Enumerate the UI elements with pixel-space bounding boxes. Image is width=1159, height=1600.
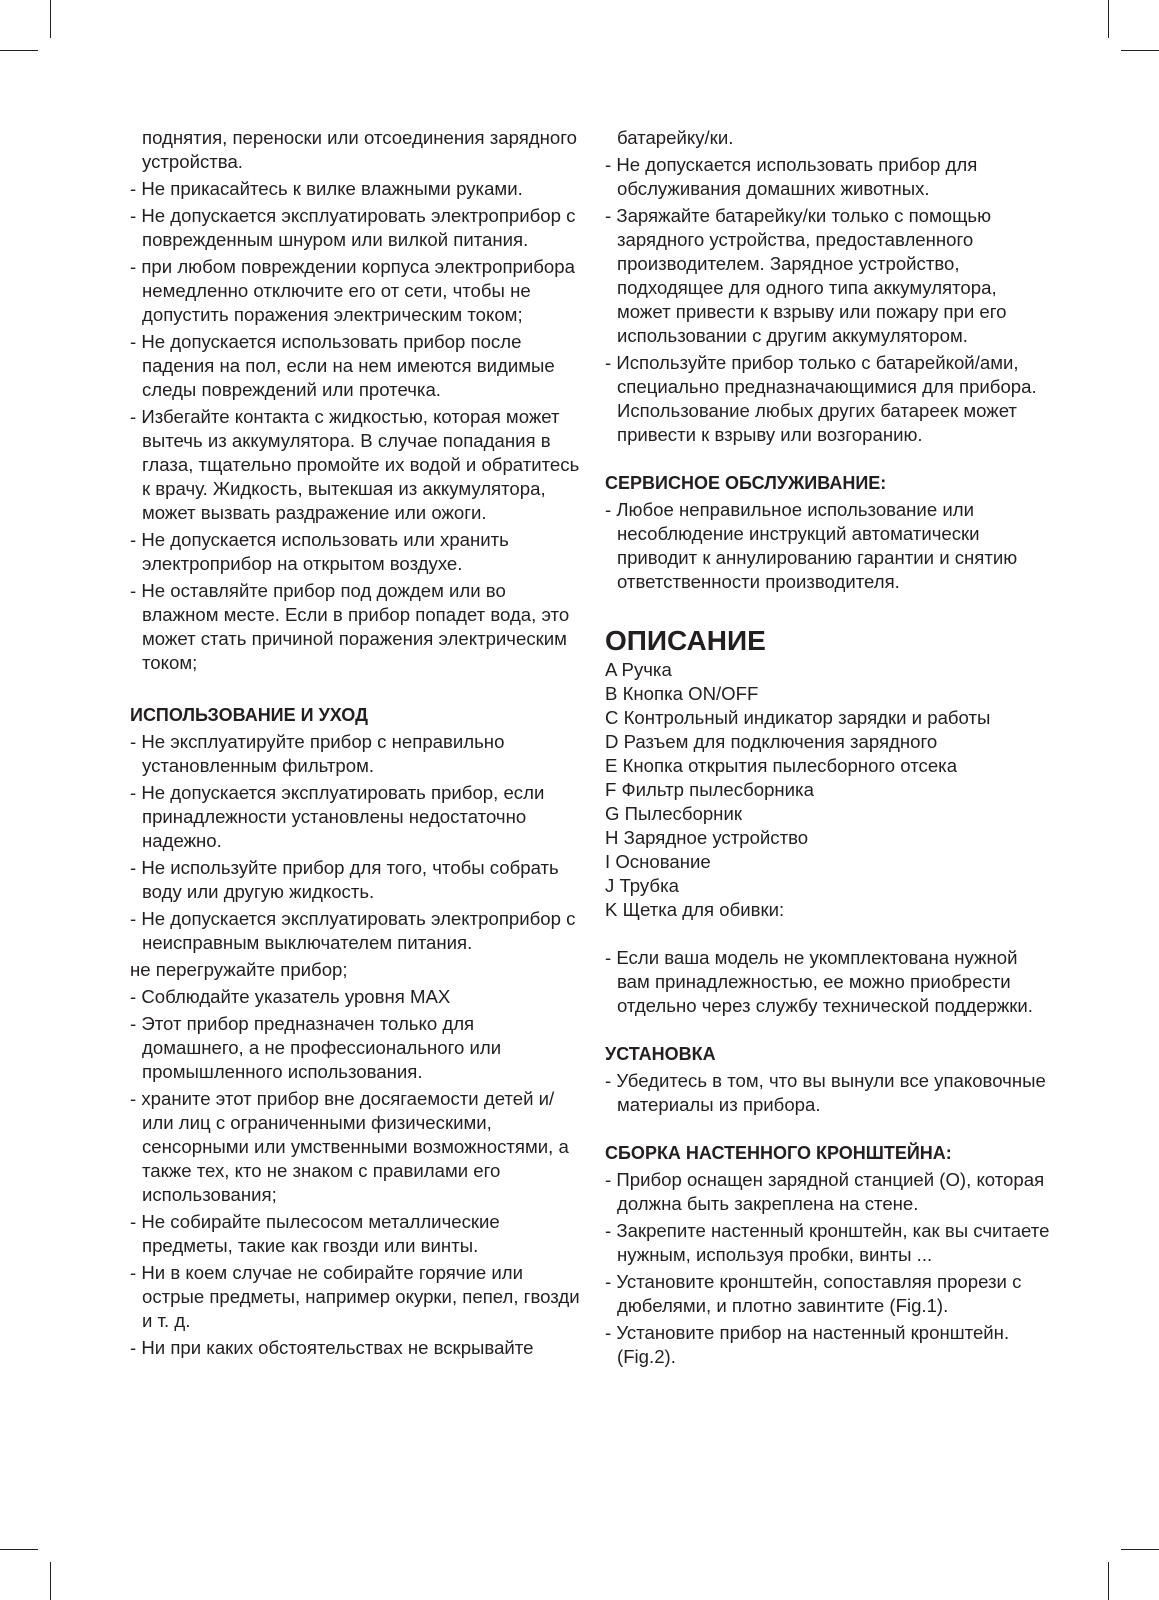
description-item: E Кнопка открытия пылесборного отсека (605, 755, 958, 776)
bracket-list (605, 1168, 1055, 1369)
section-heading-use: ИСПОЛЬЗОВАНИЕ И УХОД (130, 705, 368, 725)
description-item: D Разъем для подключения зарядного (605, 731, 938, 752)
list-item: - Не эксплуатируйте прибор с неправильно установленным фильтром. (130, 731, 505, 776)
crop-mark (1108, 0, 1109, 38)
description-item: F Фильтр пылесборника (605, 779, 814, 800)
list-item: - Соблюдайте указатель уровня MAX (130, 986, 451, 1007)
crop-mark (50, 1562, 51, 1600)
safety-list (605, 153, 1055, 447)
section-heading-install: УСТАНОВКА (605, 1044, 716, 1064)
right-column (605, 126, 1055, 1372)
crop-mark (1121, 1549, 1159, 1550)
list-item: - при любом повреждении корпуса электроприбора немедленно отключите его от сети, чтобы не допустить поражения электрическим током; (130, 256, 575, 325)
list-item: - Установите кронштейн, сопоставляя прорези с дюбелями, и плотно завинтите (Fig.1). (605, 1271, 1022, 1316)
spacer (605, 922, 1055, 946)
list-item: - Не допускается эксплуатировать электроприбор с неисправным выключателем питания. (130, 908, 576, 953)
description-item: C Контрольный индикатор зарядки и работы (605, 707, 991, 728)
list-item: - Не допускается эксплуатировать прибор, если принадлежности установлены недостаточно надежно. (130, 782, 545, 851)
list-item: - Не допускается использовать прибор после падения на пол, если на нем имеются видимые следы повреждений или протечка. (130, 331, 555, 400)
continued-paragraph: поднятия, переноски или отсоединения зарядного устройства. (142, 127, 577, 172)
crop-mark (50, 0, 51, 38)
list-item: - Не допускается использовать прибор для обслуживания домашних животных. (605, 154, 978, 199)
list-item: - Ни в коем случае не собирайте горячие или острые предметы, например окурки, пепел, гвозди и т. д. (130, 1262, 580, 1331)
description-list (605, 658, 1055, 922)
service-list (605, 498, 1055, 594)
crop-mark (0, 1549, 38, 1550)
list-item: - Ни при каких обстоятельствах не вскрывайте (130, 1337, 534, 1358)
list-item: - Не собирайте пылесосом металлические предметы, такие как гвозди или винты. (130, 1211, 500, 1256)
list-item: - Не используйте прибор для того, чтобы собрать воду или другую жидкость. (130, 857, 559, 902)
list-item: - Заряжайте батарейку/ки только с помощью зарядного устройства, предоставленного производителем. Зарядное устройство, подходящее для одного типа аккумулятора, может привести к взрыву или пожару при его использовании с другим аккумулятором. (605, 205, 1007, 346)
list-item: - Установите прибор на настенный кронштейн. (Fig.2). (605, 1322, 1010, 1367)
left-column (130, 126, 580, 1363)
list-item: - Не допускается использовать или хранить электроприбор на открытом воздухе. (130, 529, 509, 574)
list-item: - Убедитесь в том, что вы вынули все упаковочные материалы из прибора. (605, 1070, 1046, 1115)
list-item: - Если ваша модель не укомплектована нужной вам принадлежностью, ее можно приобрести отдельно через службу технической поддержки. (605, 947, 1033, 1016)
crop-mark (1121, 50, 1159, 51)
install-list (605, 1069, 1055, 1117)
list-item: - Избегайте контакта с жидкостью, которая может вытечь из аккумулятора. В случае попадания в глаза, тщательно промойте их водой и обратитесь к врачу. Жидкость, вытекшая из аккумулятора, может вызвать раздражение или ожоги. (130, 406, 580, 523)
section-heading-service: СЕРВИСНОЕ ОБСЛУЖИВАНИЕ: (605, 473, 887, 493)
description-item: I Основание (605, 851, 711, 872)
accessory-list (605, 946, 1055, 1018)
list-item: - Этот прибор предназначен только для домашнего, а не профессионального или промышленного использования. (130, 1013, 502, 1082)
list-item: - Используйте прибор только с батарейкой/ами, специально предназначающимися для прибора. Использование любых других батареек может привести к взрыву или возгоранию. (605, 352, 1037, 445)
description-item: G Пылесборник (605, 803, 742, 824)
section-heading-description: ОПИСАНИЕ (605, 625, 766, 656)
use-list (130, 730, 580, 955)
plain-line: не перегружайте прибор; (130, 959, 348, 980)
description-item: K Щетка для обивки: (605, 899, 785, 920)
crop-mark (1108, 1562, 1109, 1600)
safety-list (130, 177, 580, 675)
list-item: - Не допускается эксплуатировать электроприбор с поврежденным шнуром или вилкой питания. (130, 205, 576, 250)
list-item: - Любое неправильное использование или несоблюдение инструкций автоматически приводит к аннулированию гарантии и снятию ответственности производителя. (605, 499, 1018, 592)
section-heading-bracket: СБОРКА НАСТЕННОГО КРОНШТЕЙНА: (605, 1143, 952, 1163)
list-item: - храните этот прибор вне досягаемости детей и/или лиц с ограниченными физическими, сенсорными или умственными возможностями, а также тех, кто не знаком с правилами его использования; (130, 1088, 569, 1205)
description-item: J Трубка (605, 875, 679, 896)
description-item: B Кнопка ON/OFF (605, 683, 759, 704)
list-item: - Не прикасайтесь к вилке влажными руками. (130, 178, 523, 199)
list-item: - Закрепите настенный кронштейн, как вы считаете нужным, используя пробки, винты ... (605, 1220, 1050, 1265)
continued-paragraph: батарейку/ки. (617, 127, 734, 148)
crop-mark (0, 50, 38, 51)
list-item: - Прибор оснащен зарядной станцией (О), которая должна быть закреплена на стене. (605, 1169, 1045, 1214)
list-item: - Не оставляйте прибор под дождем или во влажном месте. Если в прибор попадет вода, это может стать причиной поражения электрическим током; (130, 580, 570, 673)
use-list-continued (130, 985, 580, 1360)
description-item: H Зарядное устройство (605, 827, 809, 848)
description-item: A Ручка (605, 659, 672, 680)
